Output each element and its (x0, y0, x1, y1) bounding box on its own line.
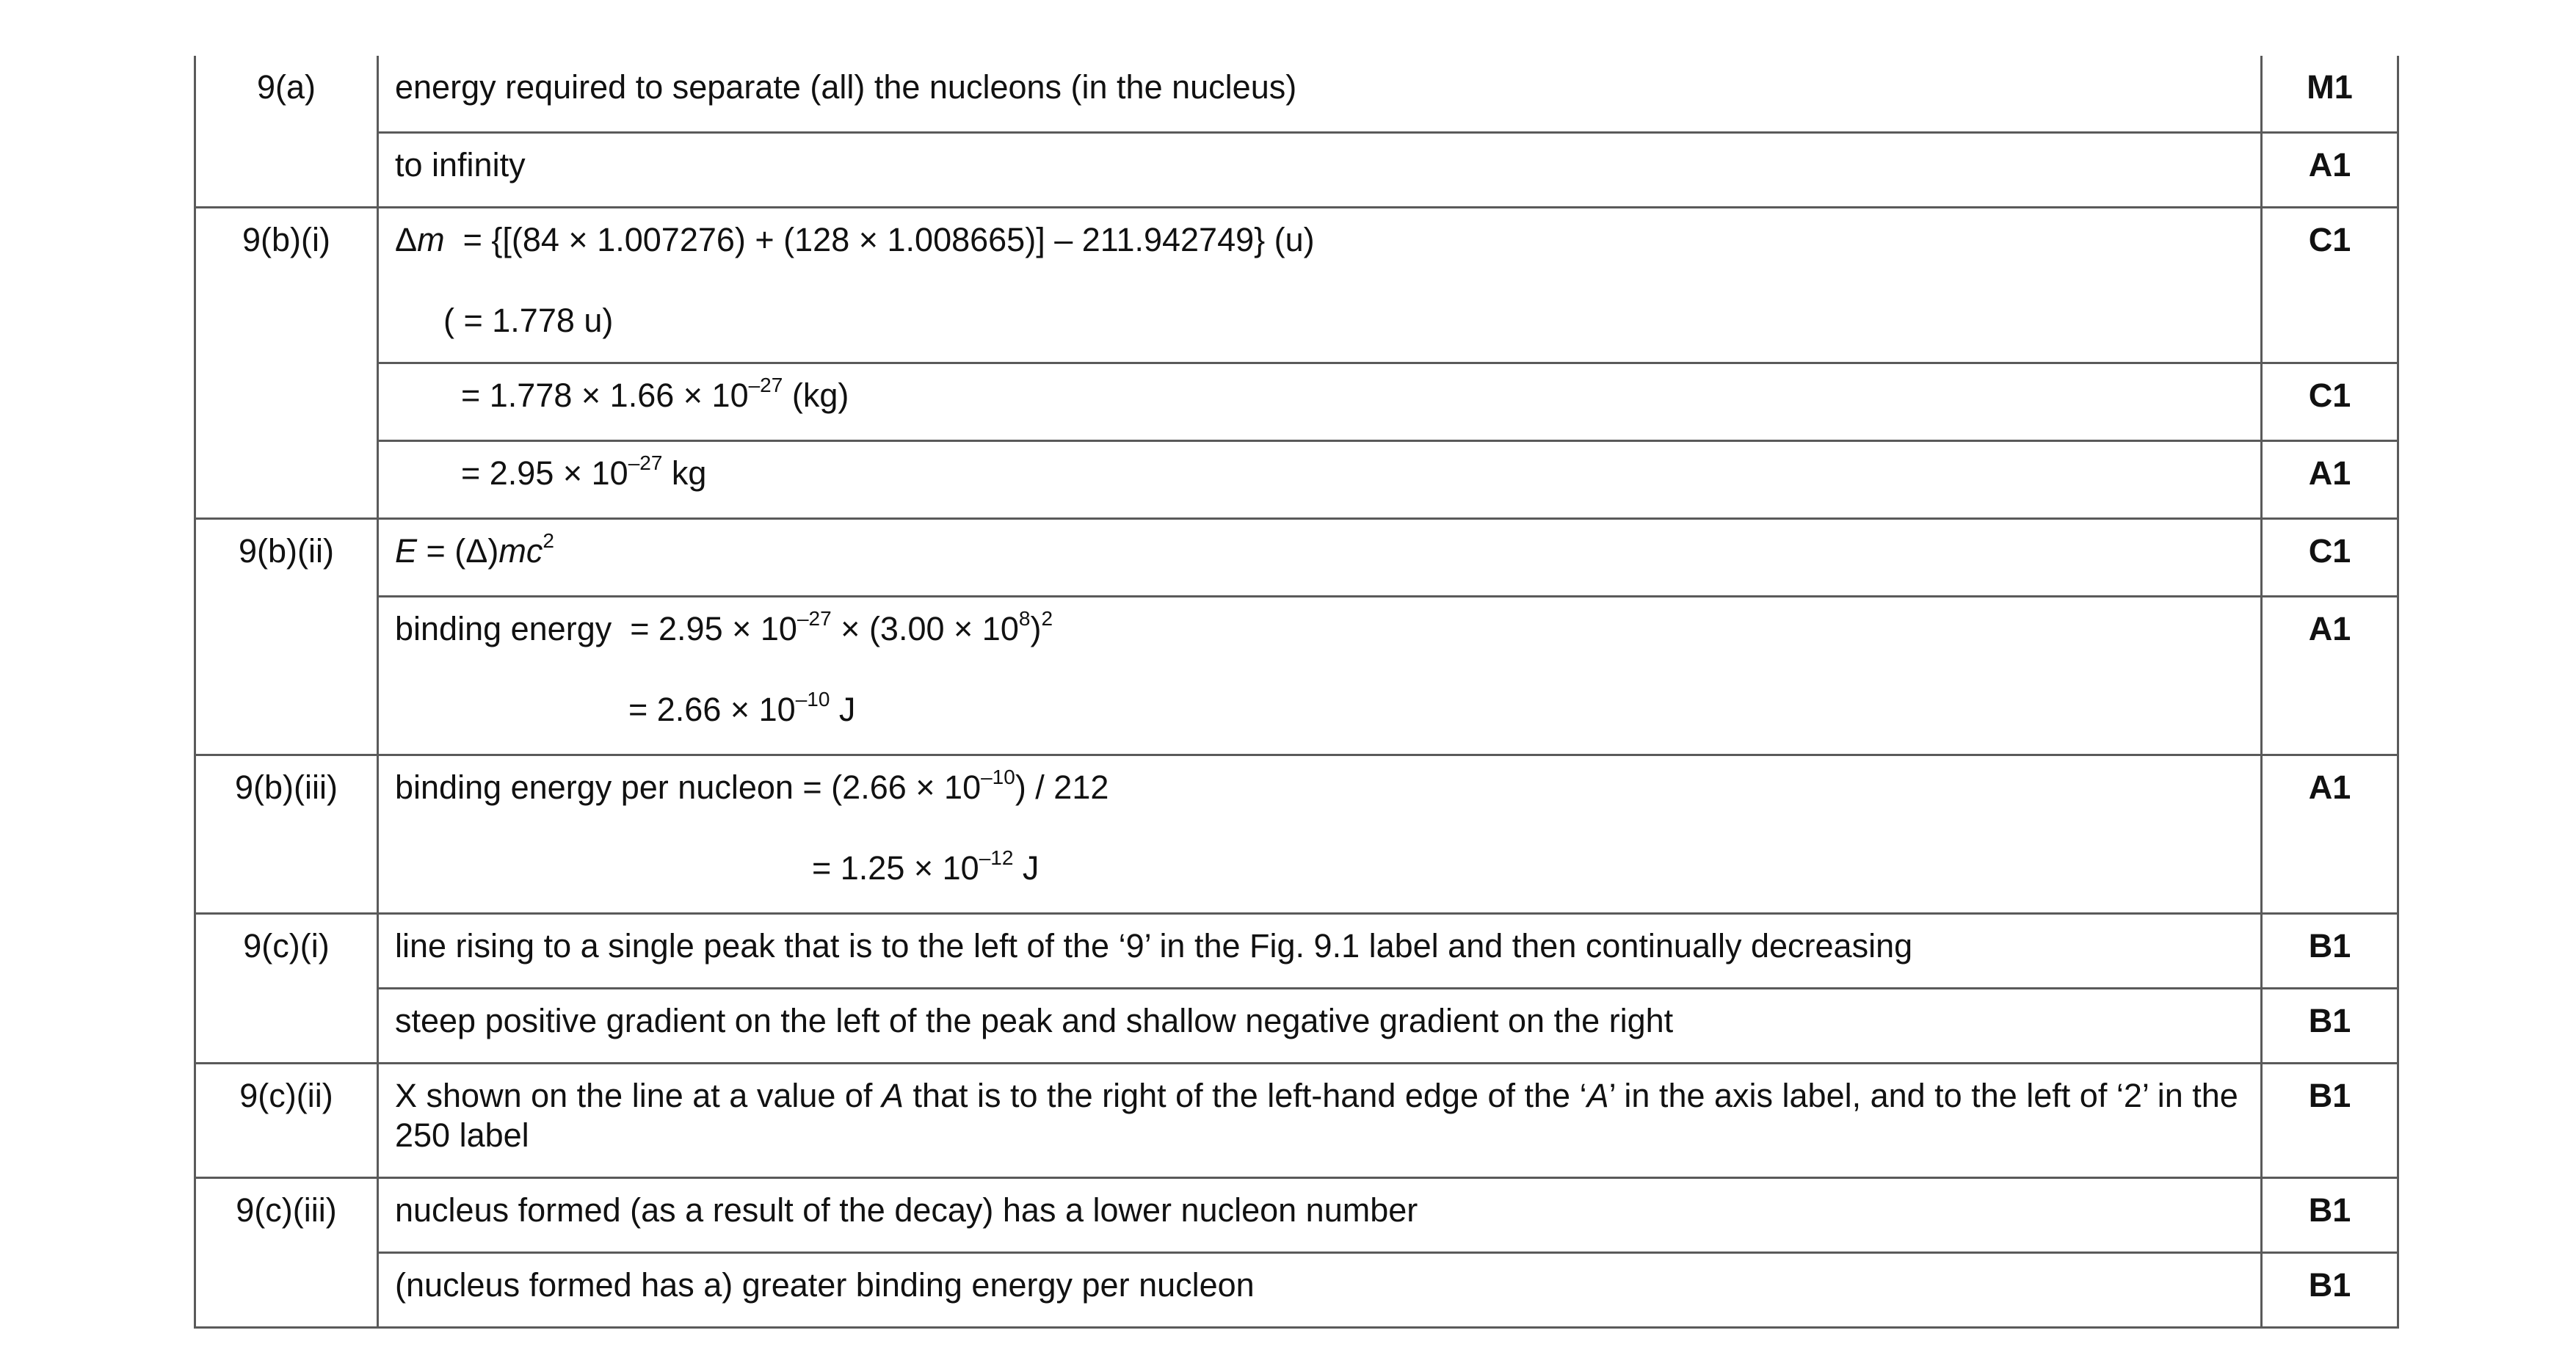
answer-cell (378, 1177, 2262, 1252)
question-number: 9(b)(iii) (235, 768, 338, 806)
answer-line (395, 451, 2244, 493)
question-number: 9(a) (256, 68, 316, 106)
exponent: 2 (1041, 606, 1053, 630)
answer-cell (378, 755, 2262, 913)
mark-code: B1 (2308, 1001, 2351, 1039)
answer-text: nucleus formed (as a result of the decay) has a lower nucleon number (395, 1191, 1418, 1229)
mark-code: B1 (2308, 926, 2351, 965)
answer-line (395, 765, 2244, 807)
exponent: –10 (795, 687, 830, 711)
exponent: –27 (797, 606, 832, 630)
question-number: 9(c)(ii) (239, 1076, 333, 1114)
mark-cell (2262, 913, 2398, 988)
variable: A (881, 1076, 904, 1114)
answer-text: (nucleus formed has a) greater binding energy per nucleon (395, 1265, 1255, 1304)
answer-cell (378, 913, 2262, 988)
answer-text: energy required to separate (all) the nucleons (in the nucleus) (395, 68, 1297, 106)
mark-scheme-table (194, 56, 2399, 1329)
unit-text: J (830, 690, 856, 728)
mark-cell (2262, 1177, 2398, 1252)
answer-text: line rising to a single peak that is to the left of the ‘9’ in the Fig. 9.1 label and then continually decreasing (395, 926, 1913, 965)
mark-cell (2262, 1063, 2398, 1177)
answer-cell (378, 363, 2262, 440)
table-row (195, 913, 2398, 988)
answer-line (395, 528, 2244, 571)
question-number: 9(b)(ii) (239, 531, 334, 570)
mark-code: B1 (2308, 1076, 2351, 1114)
unit-text: (kg) (783, 376, 849, 414)
table-row (195, 596, 2398, 755)
mark-code: A1 (2308, 609, 2351, 647)
mark-cell (2262, 755, 2398, 913)
equation-text: binding energy = 2.95 × 10 (395, 609, 797, 647)
answer-cell (378, 1063, 2262, 1177)
delta-symbol: Δ (395, 220, 418, 258)
answer-line (395, 220, 2244, 260)
equation-text: = {[(84 × 1.007276) + (128 × 1.008665)] – 211.942749} (u) (444, 220, 1315, 258)
mark-code: A1 (2308, 145, 2351, 184)
mark-cell (2262, 988, 2398, 1063)
mark-code: C1 (2308, 531, 2351, 570)
equation-text: = 1.25 × 10 (812, 849, 979, 887)
equation-text: binding energy per nucleon = (2.66 × 10 (395, 768, 982, 806)
variable: E (395, 531, 418, 570)
table-row (195, 1177, 2398, 1252)
question-number-cell (195, 913, 378, 1063)
answer-cell (378, 1252, 2262, 1327)
mark-code: B1 (2308, 1265, 2351, 1304)
answer-line (395, 687, 2244, 730)
equation-text: = 2.95 × 10 (461, 454, 628, 492)
variable: mc (498, 531, 543, 570)
table-row (195, 56, 2398, 132)
mark-cell (2262, 132, 2398, 207)
question-number: 9(c)(i) (243, 926, 330, 965)
answer-text: to infinity (395, 145, 526, 184)
answer-cell (378, 132, 2262, 207)
answer-cell (378, 988, 2262, 1063)
exponent: –27 (748, 373, 783, 396)
exponent: 8 (1018, 606, 1031, 630)
exponent: –27 (628, 451, 663, 474)
equation-text: ) (1030, 609, 1042, 647)
answer-line (395, 606, 2244, 649)
answer-cell (378, 518, 2262, 596)
answer-text: steep positive gradient on the left of the peak and shallow negative gradient on the right (395, 1001, 1674, 1039)
mark-cell (2262, 440, 2398, 518)
mark-code: C1 (2308, 376, 2351, 414)
mark-cell (2262, 207, 2398, 363)
table-row (195, 755, 2398, 913)
question-number-cell (195, 518, 378, 755)
mark-code: C1 (2308, 220, 2351, 258)
answer-cell (378, 56, 2262, 132)
answer-text-part: that is to the right of the left-hand edge of the ‘ (903, 1076, 1587, 1114)
equation-text: = 1.778 × 1.66 × 10 (461, 376, 749, 414)
exponent: –12 (979, 846, 1014, 869)
mark-code: B1 (2308, 1191, 2351, 1229)
answer-text-part: ’ in the axis label, and to the left of ‘2’ in the 250 label (395, 1076, 2238, 1154)
exponent: –10 (981, 765, 1015, 788)
answer-cell (378, 596, 2262, 755)
mark-code: A1 (2308, 454, 2351, 492)
question-number-cell (195, 207, 378, 518)
answer-line (395, 846, 2244, 888)
table-row (195, 363, 2398, 440)
variable: A (1586, 1076, 1609, 1114)
mark-cell (2262, 1252, 2398, 1327)
answer-line: ( = 1.778 u) (443, 301, 614, 339)
mark-code: M1 (2307, 68, 2353, 106)
variable: m (417, 220, 445, 258)
question-number-cell (195, 1063, 378, 1177)
mark-scheme-sheet (194, 56, 2397, 1329)
exponent: 2 (543, 528, 554, 552)
answer-text-part: X shown on the line at a value of (395, 1076, 882, 1114)
answer-line (395, 373, 2244, 415)
question-number-cell (195, 755, 378, 913)
question-number: 9(b)(i) (242, 220, 330, 258)
answer-cell (378, 207, 2262, 363)
question-number-cell (195, 56, 378, 207)
table-row (195, 1063, 2398, 1177)
table-row (195, 988, 2398, 1063)
equation-text: ) / 212 (1015, 768, 1109, 806)
mark-cell (2262, 363, 2398, 440)
mark-code: A1 (2308, 768, 2351, 806)
equation-text: = (Δ) (417, 531, 499, 570)
table-row (195, 518, 2398, 596)
answer-text (395, 1076, 2244, 1155)
table-row (195, 207, 2398, 363)
table-row (195, 132, 2398, 207)
table-row (195, 440, 2398, 518)
mark-cell (2262, 518, 2398, 596)
equation-text: = 2.66 × 10 (628, 690, 796, 728)
mark-cell (2262, 56, 2398, 132)
answer-cell (378, 440, 2262, 518)
unit-text: kg (662, 454, 707, 492)
unit-text: J (1013, 849, 1040, 887)
mark-cell (2262, 596, 2398, 755)
equation-text: × (3.00 × 10 (831, 609, 1019, 647)
table-row (195, 1252, 2398, 1327)
question-number: 9(c)(iii) (236, 1191, 337, 1229)
question-number-cell (195, 1177, 378, 1327)
